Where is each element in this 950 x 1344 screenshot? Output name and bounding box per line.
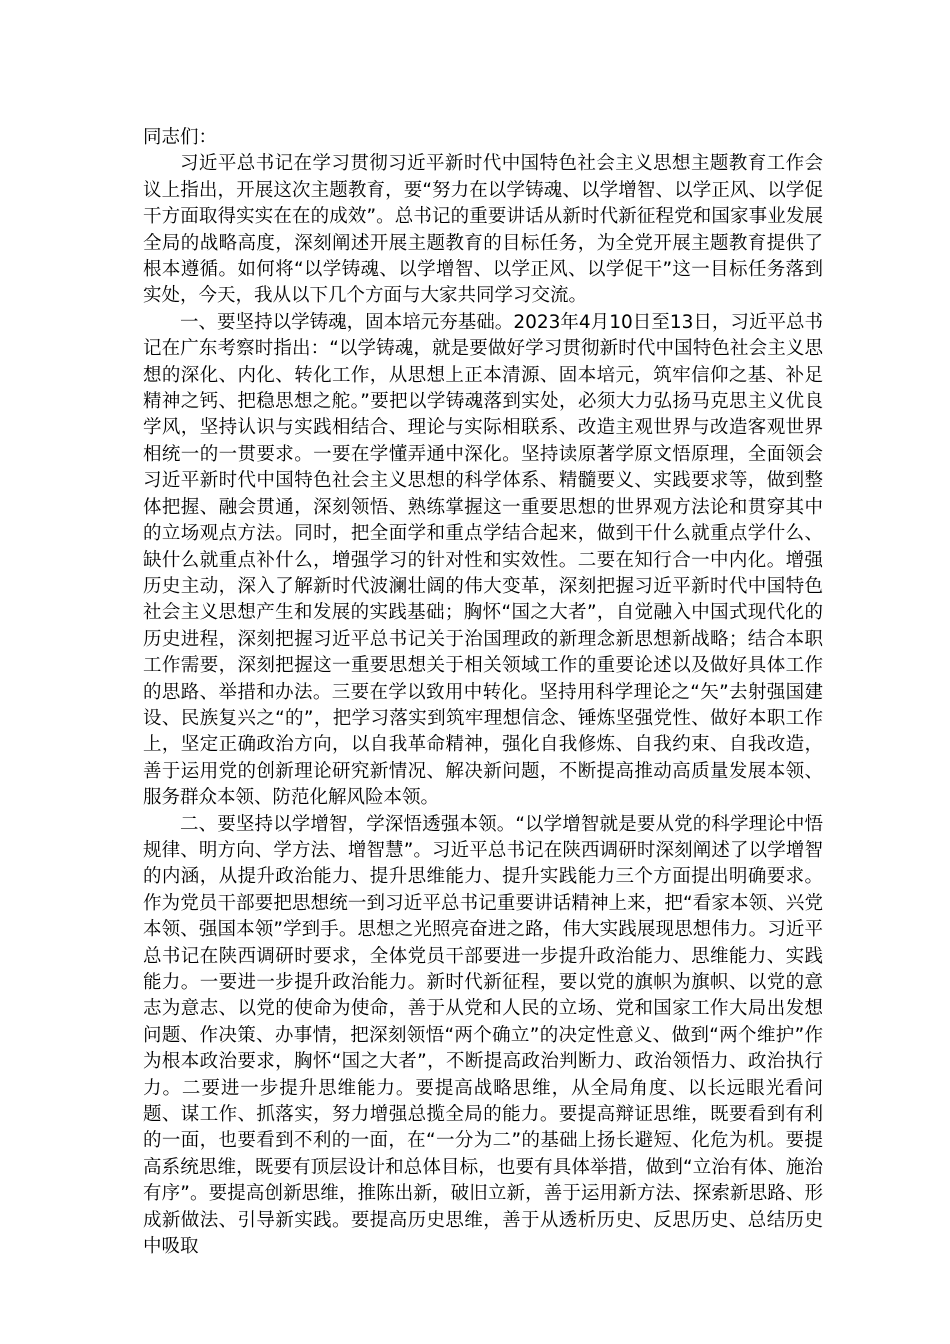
paragraph-section-two: 二、要坚持以学增智，学深悟透强本领。“以学增智就是要从党的科学理论中悟规律、明方向、学方法、增智慧”。习近平总书记在陕西调研时深刻阐述了以学增智的内涵，从提升政治能力、提升思维能力、提升实践能力三个方面提出明确要求。作为党员干部要把思想统一到习近平总书记重要讲话精神上来，把“看家本领、兴党本领、强国本领”学到手。思想之光照亮奋进之路，伟大实践展现思想伟力。习近平总书记在陕西调研时要求，全体党员干部要进一步提升政治能力、思维能力、实践能力。一要进一步提升政治能力。新时代新征程，要以党的旗帜为旗帜、以党的意志为意志、以党的使命为使命，善于从党和人民的立场、党和国家工作大局出发想问题、作决策、办事情，把深刻领悟“两个确立”的决定性意义、做到“两个维护”作为根本政治要求，胸怀“国之大者”，不断提高政治判断力、政治领悟力、政治执行力。二要进一步提升思维能力。要提高战略思维，从全局角度、以长远眼光看问题、谋工作、抓落实，努力增强总揽全局的能力。要提高辩证思维，既要看到有利的一面，也要看到不利的一面，在“一分为二”的基础上扬长避短、化危为机。要提高系统思维，既要有顶层设计和总体目标，也要有具体举措，做到“立治有体、施治有序”。要提高创新思维，推陈出新，破旧立新，善于运用新方法、探索新思路、形成新做法、引导新实践。要提高历史思维，善于从透析历史、反思历史、总结历史中吸取 — [143, 813, 823, 1258]
paragraph-intro: 习近平总书记在学习贯彻习近平新时代中国特色社会主义思想主题教育工作会议上指出，开展这次主题教育，要“努力在以学铸魂、以学增智、以学正风、以学促干方面取得实实在在的成效”。总书记的重要讲话从新时代新征程党和国家事业发展全局的战略高度，深刻阐述开展主题教育的目标任务，为全党开展主题教育提供了根本遵循。如何将“以学铸魂、以学增智、以学正风、以学促干”这一目标任务落到实处，今天，我从以下几个方面与大家共同学习交流。 — [143, 153, 823, 307]
paragraph-section-one: 一、要坚持以学铸魂，固本培元夯基础。2023年4月10日至13日，习近平总书记在广东考察时指出：“以学铸魂，就是要做好学习贯彻新时代中国特色社会主义思想的深化、内化、转化工作，从思想上正本清源、固本培元，筑牢信仰之基、补足精神之钙、把稳思想之舵。”要把以学铸魂落到实处，必须大力弘扬马克思主义优良学风，坚持认识与实践相结合、理论与实际相联系、改造主观世界与改造客观世界相统一的一贯要求。一要在学懂弄通中深化。坚持读原著学原文悟原理，全面领会习近平新时代中国特色社会主义思想的科学体系、精髓要义、实践要求等，做到整体把握、融会贯通，深刻领悟、熟练掌握这一重要思想的世界观方法论和贯穿其中的立场观点方法。同时，把全面学和重点学结合起来，做到干什么就重点学什么、缺什么就重点补什么，增强学习的针对性和实效性。二要在知行合一中内化。增强历史主动，深入了解新时代波澜壮阔的伟大变革，深刻把握习近平新时代中国特色社会主义思想产生和发展的实践基础；胸怀“国之大者”，自觉融入中国式现代化的历史进程，深刻把握习近平总书记关于治国理政的新理念新思想新战略；结合本职工作需要，深刻把握这一重要思想关于相关领域工作的重要论述以及做好具体工作的思路、举措和办法。三要在学以致用中转化。坚持用科学理论之“矢”去射强国建设、民族复兴之“的”，把学习落实到筑牢理想信念、锤炼坚强党性、做好本职工作上，坚定正确政治方向，以自我革命精神，强化自我修炼、自我约束、自我改造，善于运用党的创新理论研究新情况、解决新问题，不断提高推动高质量发展本领、服务群众本领、防范化解风险本领。 — [143, 311, 823, 809]
salutation: 同志们： — [143, 127, 218, 148]
document-body — [143, 125, 823, 1260]
